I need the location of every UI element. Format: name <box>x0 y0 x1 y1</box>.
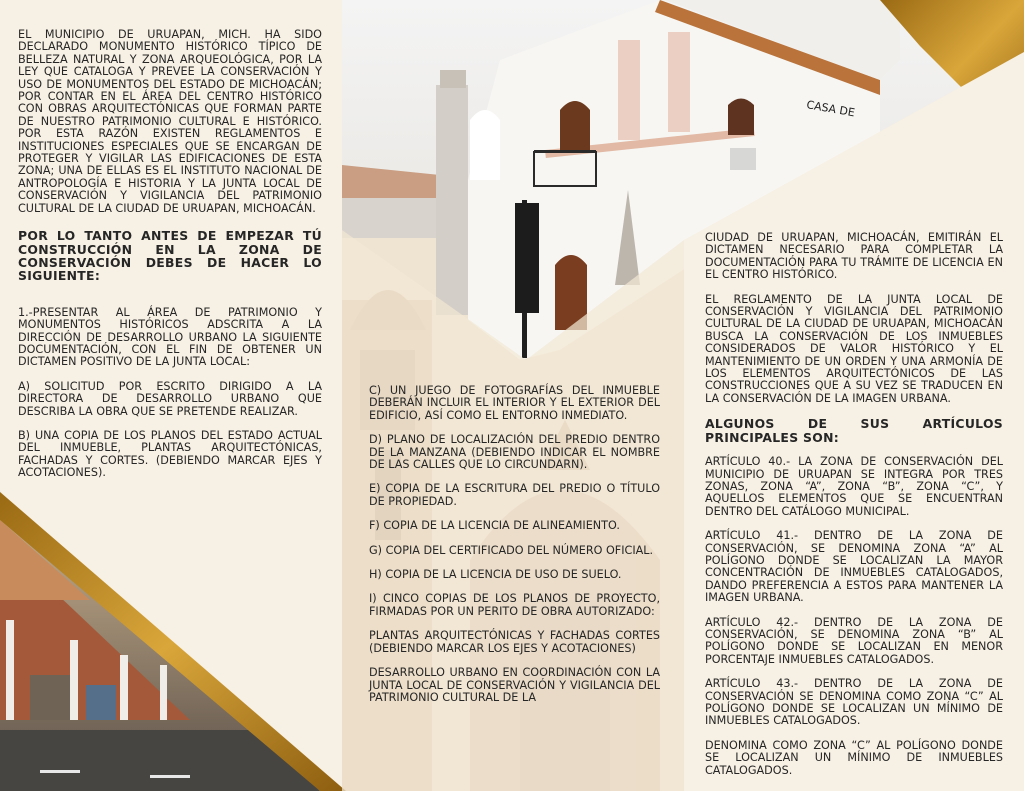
continuation-paragraph: CIUDAD DE URUAPAN, MICHOACÁN, EMITIRÁN EL DICTAMEN NECESARIO PARA COMPLETAR LA DOCUMENTACIÓN PARA TU TRÁMITE DE LICENCIA EN EL CENTRO HISTÓRICO. <box>705 231 1003 282</box>
item-a: A) SOLICITUD POR ESCRITO DIRIGIDO A LA DIRECTORA DE DESARROLLO URBANO QUE DESCRIBA LA OBRA QUE SE PRETENDE REALIZAR. <box>18 379 322 418</box>
plantas-paragraph: PLANTAS ARQUITECTÓNICAS Y FACHADAS CORTES (DEBIENDO MARCAR LOS EJES Y ACOTACIONES) <box>369 629 660 655</box>
step-1-paragraph: 1.-PRESENTAR AL ÁREA DE PATRIMONIO Y MONUMENTOS HISTÓRICOS ADSCRITA A LA DIRECCIÓN DE DESARROLLO URBANO LA SIGUIENTE DOCUMENTACIÓN, CON EL FIN DE OBTENER UN DICTAMEN POSITIVO DE LA JUNTA LOCAL: <box>18 305 322 369</box>
building-sign: CASA DE <box>805 98 856 120</box>
item-b: B) UNA COPIA DE LOS PLANOS DEL ESTADO ACTUAL DEL INMUEBLE, PLANTAS ARQUITECTÓNICAS, FACHADAS Y CORTES. (DEBIENDO MARCAR EJES Y ACOTACIONES). <box>18 428 322 480</box>
desarrollo-paragraph: DESARROLLO URBANO EN COORDINACIÓN CON LA JUNTA LOCAL DE CONSERVACIÓN Y VIGILANCIA DEL PATRIMONIO CULTURAL DE LA <box>369 666 660 704</box>
article-42: ARTÍCULO 42.- DENTRO DE LA ZONA DE CONSERVACIÓN, SE DENOMINA ZONA “B” AL POLÍGONO DONDE SE LOCALIZAN EN MENOR PORCENTAJE INMUEBLES CATALOGADOS. <box>705 615 1003 666</box>
item-h: H) COPIA DE LA LICENCIA DE USO DE SUELO. <box>369 568 622 582</box>
item-g: G) COPIA DEL CERTIFICADO DEL NÚMERO OFICIAL. <box>369 543 654 557</box>
right-heading: ALGUNOS DE SUS ARTÍCULOS PRINCIPALES SON: <box>705 416 1003 445</box>
article-40: ARTÍCULO 40.- LA ZONA DE CONSERVACIÓN DEL MUNICIPIO DE URUAPAN SE INTEGRA POR TRES ZONAS, ZONA “A”, ZONA “B”, ZONA “C”, Y AQUELLOS ELEMENTOS QUE SE ENCUENTRAN DENTRO DEL CATÁLOGO MUNICIPAL. <box>705 455 1003 518</box>
denomina-paragraph: DENOMINA COMO ZONA “C” AL POLÍGONO DONDE SE LOCALIZAN UN MÍNIMO DE INMUEBLES CATALOGADOS. <box>705 738 1003 777</box>
item-e: E) COPIA DE LA ESCRITURA DEL PREDIO O TÍTULO DE PROPIEDAD. <box>369 482 660 508</box>
middle-column <box>369 385 660 716</box>
item-c: C) UN JUEGO DE FOTOGRAFÍAS DEL INMUEBLE DEBERÁN INCLUIR EL INTERIOR Y EL EXTERIOR DEL EDIFICIO, ASÍ COMO EL ENTORNO INMEDIATO. <box>369 384 660 422</box>
item-i: I) CINCO COPIAS DE LOS PLANOS DE PROYECTO, FIRMADAS POR UN PERITO DE OBRA AUTORIZADO: <box>369 592 660 618</box>
left-column <box>18 29 322 492</box>
reglamento-paragraph: EL REGLAMENTO DE LA JUNTA LOCAL DE CONSERVACIÓN Y VIGILANCIA DEL PATRIMONIO CULTURAL DE LA CIUDAD DE URUAPAN, MICHOACÁN BUSCA LA CONSERVACIÓN DE LOS INMUEBLES CONSIDERADOS DE VALOR HISTÓRICO Y EL MANTENIMIENTO DE UN ORDEN Y UNA ARMONÍA DE LOS ELEMENTOS ARQUITECTÓNICOS DE LAS CONSTRUCCIONES QUE A SU VEZ SE TRADUCEN EN LA CONSERVACIÓN DE LA IMAGEN URBANA. <box>705 292 1003 405</box>
item-d: D) PLANO DE LOCALIZACIÓN DEL PREDIO DENTRO DE LA MANZANA (DEBIENDO INDICAR EL NOMBRE DE LAS CALLES QUE LO CIRCUNDARN). <box>369 433 660 472</box>
right-column <box>705 232 1003 789</box>
intro-paragraph: EL MUNICIPIO DE URUAPAN, MICH. HA SIDO DECLARADO MONUMENTO HISTÓRICO TÍPICO DE BELLEZA NATURAL Y ZONA ARQUEOLÓGICA, POR LA LEY QUE CATALOGA Y PREVEE LA CONSERVACIÓN Y USO DE MONUMENTOS DEL ESTADO DE MICHOACÁN; POR CONTAR EN EL ÁREA DEL CENTRO HISTÓRICO CON OBRAS ARQUITECTÓNICAS QUE FORMAN PARTE DE NUESTRO PATRIMONIO CULTURAL E HISTÓRICO. POR ESTA RAZÓN EXISTEN REGLAMENTOS E INSTITUCIONES ESPECIALES QUE SE ENCARGAN DE PROTEGER Y VIGILAR LAS EDIFICACIONES DE ESTA ZONA; UNA DE ELLAS ES EL INSTITUTO NACIONAL DE ANTROPOLOGÍA E HISTORIA Y LA JUNTA LOCAL DE CONSERVACIÓN Y VIGILANCIA DEL PATRIMONIO CULTURAL DE LA CIUDAD DE URUAPAN, MICHOACÁN. <box>18 28 322 215</box>
article-43: ARTÍCULO 43.- DENTRO DE LA ZONA DE CONSERVACIÓN SE DENOMINA COMO ZONA “C” AL POLÍGONO DONDE SE LOCALIZAN UN MÍNIMO DE INMUEBLES CATALOGADOS. <box>705 677 1003 728</box>
article-41: ARTÍCULO 41.- DENTRO DE LA ZONA DE CONSERVACIÓN, SE DENOMINA ZONA “A” AL POLÍGONO DONDE SE LOCALIZAN LA MAYOR CONCENTRACIÓN DE INMUEBLES CATALOGADOS, DANDO PREFERENCIA A ESTOS PARA MANTENER LA IMAGEN URBANA. <box>705 529 1003 605</box>
left-heading: POR LO TANTO ANTES DE EMPEZAR TÚ CONSTRUCCIÓN EN LA ZONA DE CONSERVACIÓN DEBES DE HACER LO SIGUIENTE: <box>18 228 322 284</box>
item-f: F) COPIA DE LA LICENCIA DE ALINEAMIENTO. <box>369 519 620 533</box>
